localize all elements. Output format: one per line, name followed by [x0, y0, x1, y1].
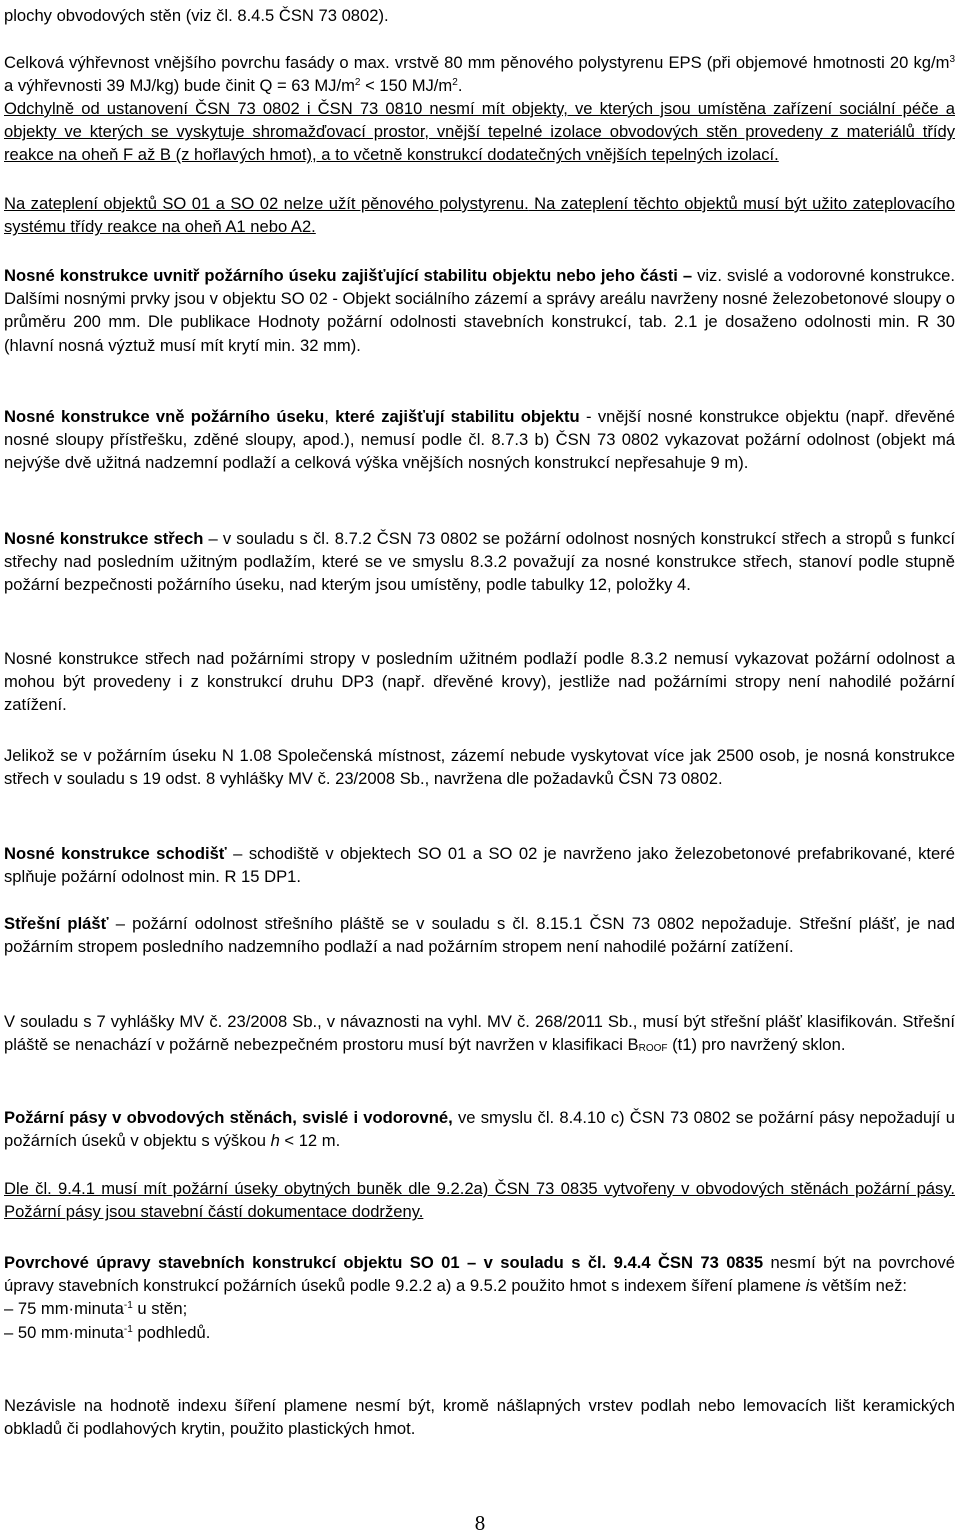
text-part: u stěn;	[132, 1299, 188, 1319]
text-part: podhledů.	[132, 1322, 211, 1342]
paragraph-insulation	[4, 192, 955, 238]
superscript: 2	[354, 77, 361, 89]
text-part: < 150 MJ/m	[360, 76, 453, 96]
bold-heading: které zajišťují stabilitu objektu	[335, 407, 580, 426]
italic-symbol: h	[270, 1131, 280, 1151]
text-part: – 75 mm·minuta	[4, 1299, 124, 1319]
bold-heading: Požární pásy v obvodových stěnách, svislé i vodorovné,	[4, 1108, 453, 1127]
paragraph-n108	[4, 744, 955, 790]
bold-heading: Nosné konstrukce uvnitř požárního úseku zajišťující stabilitu objektu nebo jeho části –	[4, 266, 698, 285]
list-item	[4, 1321, 955, 1344]
text-part: (t1) pro navržený sklon.	[667, 1035, 846, 1055]
text-part: .	[457, 76, 463, 96]
superscript: -1	[123, 1300, 133, 1312]
subscript: ROOF	[638, 1043, 668, 1055]
paragraph-text: viz. svislé a vodorovné konstrukce. Dalšími nosnými prvky jsou v objektu SO 02 - Objekt sociálního zázemí a správy areálu navrženy nosné železobetonové sloupy o průměru 200 mm. Dle publikace Hodnoty požární odolnosti stavebních konstrukcí, tab. 2.1 je dosaženo odolnosti min. R 30 (hlavní nosná výztuž musí mít krytí min. 32 mm).	[4, 266, 955, 355]
text-part: Na zateplení těchto objektů musí být užito zateplovacího systému třídy reakce na oheň A1 nebo A2.	[4, 194, 956, 237]
paragraph-roof-shell	[4, 912, 955, 958]
paragraph-text: Nosné konstrukce střech nad požárními stropy v posledním užitném podlaží podle 8.3.2 nemusí vykazovat požární odolnost a mohou být provedeny i z konstrukcí druhu DP3 (např. dřevěné krovy), jestliže nad požárními stropy není nahodilé požární zatížení.	[4, 649, 955, 715]
paragraph-text: Odchylně od ustanovení ČSN 73 0802 i ČSN 73 0810 nesmí mít objekty, ve kterých jsou umístěna zařízení sociální péče a objekty ve kterých se vyskytuje shromažďovací prostor, vnější tepelné izolace obvodových stěn provedeny z materiálů třídy reakce na oheň F až B (z hořlavých hmot), a to včetně konstrukcí dodatečných vnějších tepelných izolací.	[4, 99, 955, 165]
text-part: s větším než:	[809, 1276, 908, 1296]
bold-heading: Nosné konstrukce vně požárního úseku	[4, 407, 325, 426]
paragraph-fire-strips	[4, 1106, 955, 1152]
paragraph-text: ve smyslu čl. 8.4.10 c) ČSN 73 0802 se požární pásy nepožadují u požárních úseků v objektu s výškou	[4, 1108, 955, 1151]
superscript: 3	[949, 54, 955, 65]
paragraph-text: - vnější nosné konstrukce objektu (např. dřevěné nosné sloupy přístřešku, zděné sloupy, apod.), nemusí podle čl. 8.7.3 b) ČSN 73 0802 vykazovat požární odolnost (objekt má nejvýše dvě užitná nadzemní podlaží a celková výška vnějších nosných konstrukcí nepřesahuje 9 m).	[4, 407, 955, 473]
paragraph-roof-ceiling	[4, 647, 955, 717]
bold-heading: Nosné konstrukce schodišť	[4, 844, 227, 863]
paragraph-text: plochy obvodových stěn (viz čl. 8.4.5 ČSN 73 0802).	[4, 6, 389, 25]
italic-symbol: i	[805, 1276, 810, 1296]
paragraph-deviation	[4, 97, 955, 167]
paragraph-roof-load	[4, 527, 955, 597]
paragraph-text: nesmí být na povrchové úpravy stavebních konstrukcí požárních úseků podle 9.2.2 a) a 9.5.2 použito hmot s indexem šíření plamene	[4, 1253, 955, 1296]
list-item	[4, 1297, 955, 1320]
superscript: 2	[452, 77, 458, 89]
paragraph-heat-value	[4, 51, 955, 97]
text-part: < 12 m.	[279, 1131, 341, 1151]
text-part: Na zateplení objektů SO 01 a SO 02 nelze užít pěnového polystyrenu.	[4, 194, 529, 213]
paragraph-load-outside	[4, 405, 955, 475]
surface-intro	[4, 1251, 955, 1297]
paragraph-text: V souladu s 7 vyhlášky MV č. 23/2008 Sb., v návaznosti na vyhl. MV č. 268/2011 Sb., musí být střešní plášť klasifikován. Střešní pláště se nenachází v požárně nebezpečném prostoru musí být navržen v klasifikaci B	[4, 1012, 955, 1055]
paragraph-text: Nezávisle na hodnotě indexu šíření plamene nesmí být, kromě nášlapných vrstev podlah nebo lemovacích lišt keramických obkladů či podlahových krytin, použito plastických hmot.	[4, 1396, 955, 1439]
page-number: 8	[474, 1511, 486, 1535]
paragraph-intro-continuation	[4, 4, 955, 27]
paragraph-text: Dle čl. 9.4.1 musí mít požární úseky obytných buněk dle 9.2.2a) ČSN 73 0835 vytvořeny v obvodových stěnách požární pásy. Požární pásy jsou stavební částí dokumentace dodrženy.	[4, 1179, 955, 1222]
paragraph-text: Jelikož se v požárním úseku N 1.08 Společenská místnost, zázemí nebude vyskytovat více jak 2500 osob, je nosná konstrukce střech v souladu s 19 odst. 8 vyhlášky MV č. 23/2008 Sb., navržena dle požadavků ČSN 73 0802.	[4, 746, 955, 789]
text-part: a výhřevnosti 39 MJ/kg) bude činit Q = 63 MJ/m	[4, 76, 355, 96]
paragraph-final	[4, 1394, 955, 1440]
paragraph-text: – schodiště v objektech SO 01 a SO 02 je navrženo jako železobetonové prefabrikované, které splňuje požární odolnost min. R 15 DP1.	[4, 844, 955, 887]
text-part: – 50 mm·minuta	[4, 1322, 124, 1342]
paragraph-text: – v souladu s čl. 8.7.2 ČSN 73 0802 se požární odolnost nosných konstrukcí střech a stropů s funkcí střechy nad posledním užitným podlažím, které se ve smyslu 8.3.2 považují za nosné konstrukce střech, stanoví podle stupně požární bezpečnosti požárního úseku, nad kterým jsou umístěny, podle tabulky 12, položky 4.	[4, 529, 955, 595]
bold-heading: Nosné konstrukce střech	[4, 529, 204, 548]
paragraph-surface-treatments	[4, 1251, 955, 1344]
paragraph-regulation	[4, 1010, 955, 1056]
paragraph-text: – požární odolnost střešního pláště se v souladu s čl. 8.15.1 ČSN 73 0802 nepožaduje. Střešní plášť, je nad požárním stropem posledního nadzemního podlaží a nad požárním stropem není nahodilé požární zatížení.	[4, 914, 955, 957]
text-part: Celková výhřevnost vnějšího povrchu fasády o max. vrstvě 80 mm pěnového polystyrenu EPS (při objemové hmotnosti 20 kg/m	[4, 53, 950, 72]
bold-heading: Povrchové úpravy stavebních konstrukcí objektu SO 01 – v souladu s čl. 9.4.4 ČSN 73 0835	[4, 1253, 764, 1272]
text-part: ,	[324, 407, 336, 426]
paragraph-load-inside	[4, 264, 955, 357]
paragraph-article-941	[4, 1177, 955, 1223]
bold-heading: Střešní plášť	[4, 914, 109, 933]
superscript: -1	[123, 1323, 133, 1335]
paragraph-stairs	[4, 842, 955, 888]
